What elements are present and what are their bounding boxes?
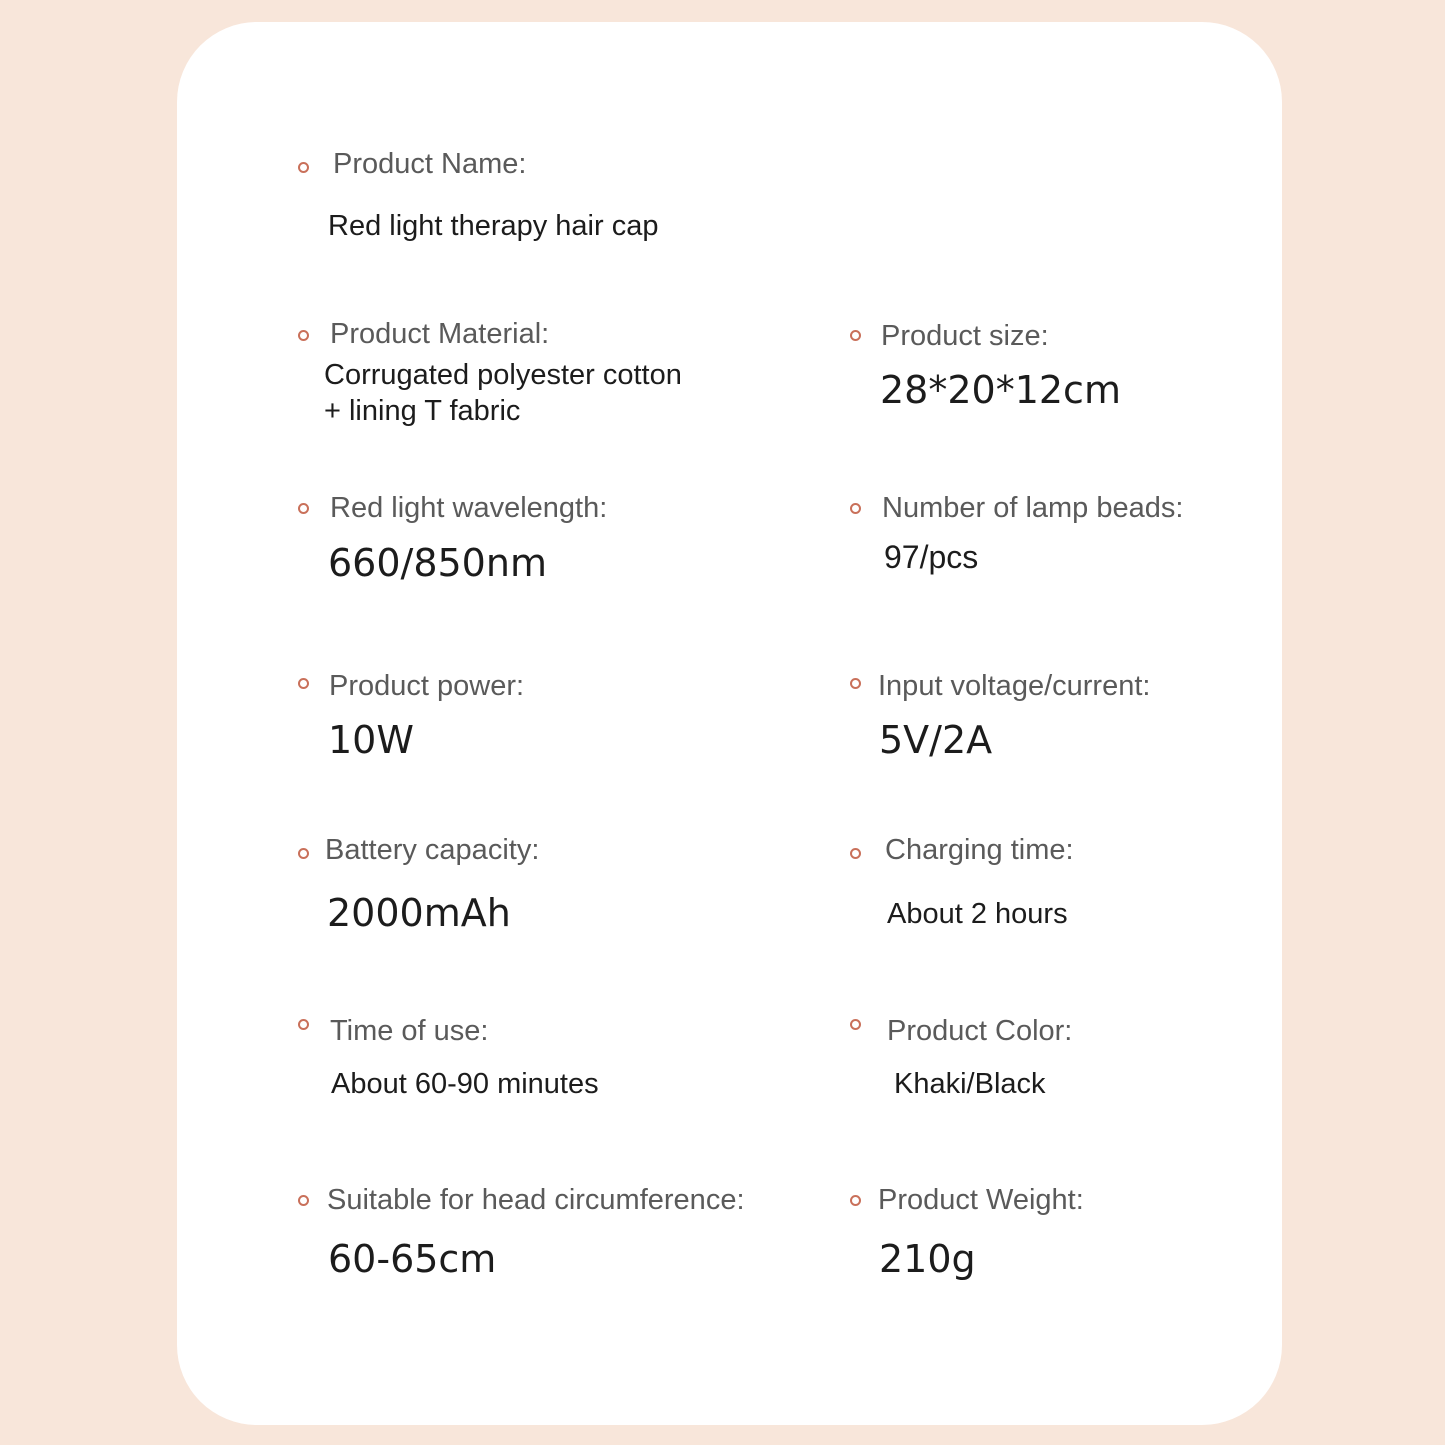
spec-value: 210g [879, 1237, 976, 1281]
bullet-icon [298, 1195, 309, 1206]
spec-label: Suitable for head circumference: [327, 1184, 745, 1216]
spec-value: 60-65cm [328, 1237, 497, 1281]
spec-value: 97/pcs [884, 539, 979, 575]
spec-value-line-1: Corrugated polyester cotton [324, 359, 682, 391]
spec-label: Charging time: [885, 834, 1074, 866]
spec-label: Product Color: [887, 1015, 1073, 1047]
bullet-icon [298, 678, 309, 689]
spec-label: Product power: [329, 670, 525, 702]
spec-label: Time of use: [330, 1015, 489, 1047]
bullet-icon [298, 1019, 309, 1030]
bullet-icon [298, 503, 309, 514]
spec-label: Input voltage/current: [878, 670, 1151, 702]
bullet-icon [850, 503, 861, 514]
spec-value: 2000mAh [327, 891, 511, 935]
bullet-icon [850, 1019, 861, 1030]
spec-label: Product Name: [333, 148, 527, 180]
spec-value: About 60-90 minutes [331, 1068, 599, 1100]
spec-label: Red light wavelength: [330, 492, 608, 524]
spec-value: 10W [328, 718, 414, 762]
spec-value: Red light therapy hair cap [328, 210, 659, 242]
spec-value: Khaki/Black [894, 1068, 1046, 1100]
spec-label: Product Weight: [878, 1184, 1084, 1216]
bullet-icon [298, 330, 309, 341]
spec-label: Product size: [881, 320, 1049, 352]
spec-label: Battery capacity: [325, 834, 540, 866]
spec-value-line-2: + lining T fabric [324, 395, 521, 427]
spec-label: Number of lamp beads: [882, 492, 1184, 524]
bullet-icon [298, 162, 309, 173]
bullet-icon [298, 848, 309, 859]
spec-value: 660/850nm [328, 541, 547, 585]
bullet-icon [850, 678, 861, 689]
spec-value: 28*20*12cm [880, 368, 1121, 412]
bullet-icon [850, 330, 861, 341]
spec-value: About 2 hours [887, 898, 1068, 930]
bullet-icon [850, 1195, 861, 1206]
spec-label: Product Material: [330, 318, 550, 350]
bullet-icon [850, 848, 861, 859]
spec-value: 5V/2A [879, 718, 993, 762]
